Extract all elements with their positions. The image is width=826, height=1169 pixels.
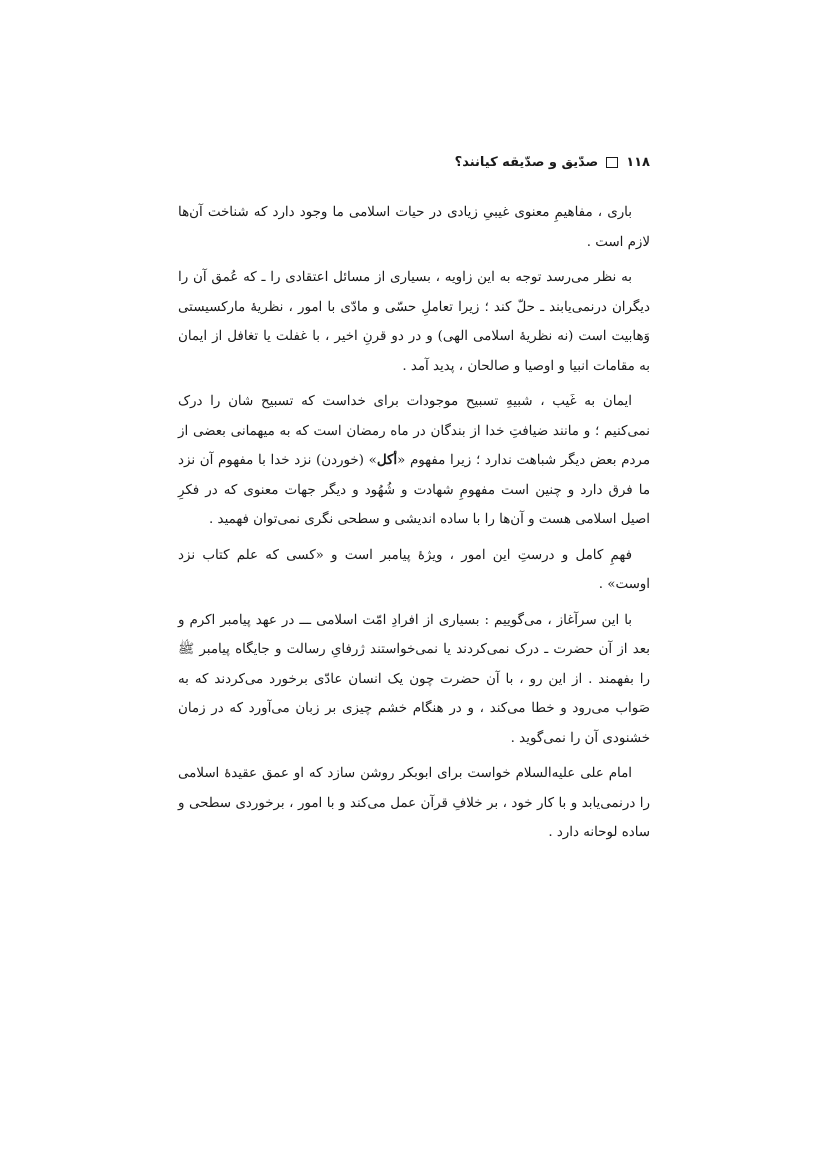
running-header — [180, 151, 650, 173]
paragraph-5: با این سرآغاز ، می‌گوییم : بسیاری از افرادِ امّت اسلامی ـــ در عهد پیامبر اکرم و بعد از آن حضرت ـ درک نمی‌کردند یا نمی‌خواستند ژرفایِ رسالت و جایگاه پیامبر ﷺ را بفهمند . از این رو ، با آن حضرت چون یک انسان عادّی برخورد می‌کردند که به صَواب می‌رود و خطا می‌کند ، و در هنگام خشم چیزی بر زبان می‌آورد که در زمان خشنودی آن را نمی‌گوید . — [178, 612, 650, 746]
page-body — [178, 198, 650, 854]
page-number: ۱۱۸ — [626, 154, 650, 170]
emphasized-term: أکل — [376, 452, 398, 468]
paragraph-1: باری ، مفاهیمِ معنوی غیبیِ زیادی در حیات اسلامی ما وجود دارد که شناخت آن‌ها لازم است . — [178, 205, 650, 250]
paragraph-6: امام علی علیه‌السلام خواست برای ابوبکر روشن سازد که او عمق عقیدهٔ اسلامی را درنمی‌یابد و با کار خود ، بر خلافِ قرآن عمل می‌کند و با امور ، برخوردی سطحی و ساده لوحانه دارد . — [178, 766, 650, 840]
paragraph-4: فهمِ کامل و درستِ این امور ، ویژهٔ پیامبر است و «کسی که علم کتاب نزد اوست» . — [178, 547, 650, 592]
square-ornament-icon — [606, 157, 618, 168]
paragraph-3 — [178, 387, 650, 535]
chapter-title: صدّیق و صدّیقه کیانند؟ — [454, 154, 599, 170]
paragraph-3-part-2: » (خوردن) نزد خدا با مفهوم آن نزد ما فرق دارد و چنین است مفهومِ شهادت و شُهُود و دیگر جهات معنوی که در فکرِ اصیل اسلامی هست و آن‌ها را با ساده اندیشی و سطحی نگری نمی‌توان فهمید . — [178, 453, 650, 527]
paragraph-3-part-1: ایمان به غَیب ، شبیهِ تسبیح موجودات برای خداست که تسبیح شان را درک نمی‌کنیم ؛ و مانند ضیافتِ خدا از بندگان در ماه رمضان است که به میهمانی بعضی از مردم بعض دیگر شباهت ندارد ؛ زیرا مفهوم « — [178, 394, 650, 468]
paragraph-2: به نظر می‌رسد توجه به این زاویه ، بسیاری از مسائل اعتقادی را ـ که عُمق آن را دیگران درنمی‌یابند ـ حلّ کند ؛ زیرا تعاملِ حسّی و مادّی با امور ، نظریهٔ مارکسیستی وَهابیت است (نه نظریهٔ اسلامی الهی) و در دو قرنِ اخیر ، با غفلت یا تغافل از ایمان به مقامات انبیا و اوصیا و صالحان ، پدید آمد . — [178, 270, 650, 374]
